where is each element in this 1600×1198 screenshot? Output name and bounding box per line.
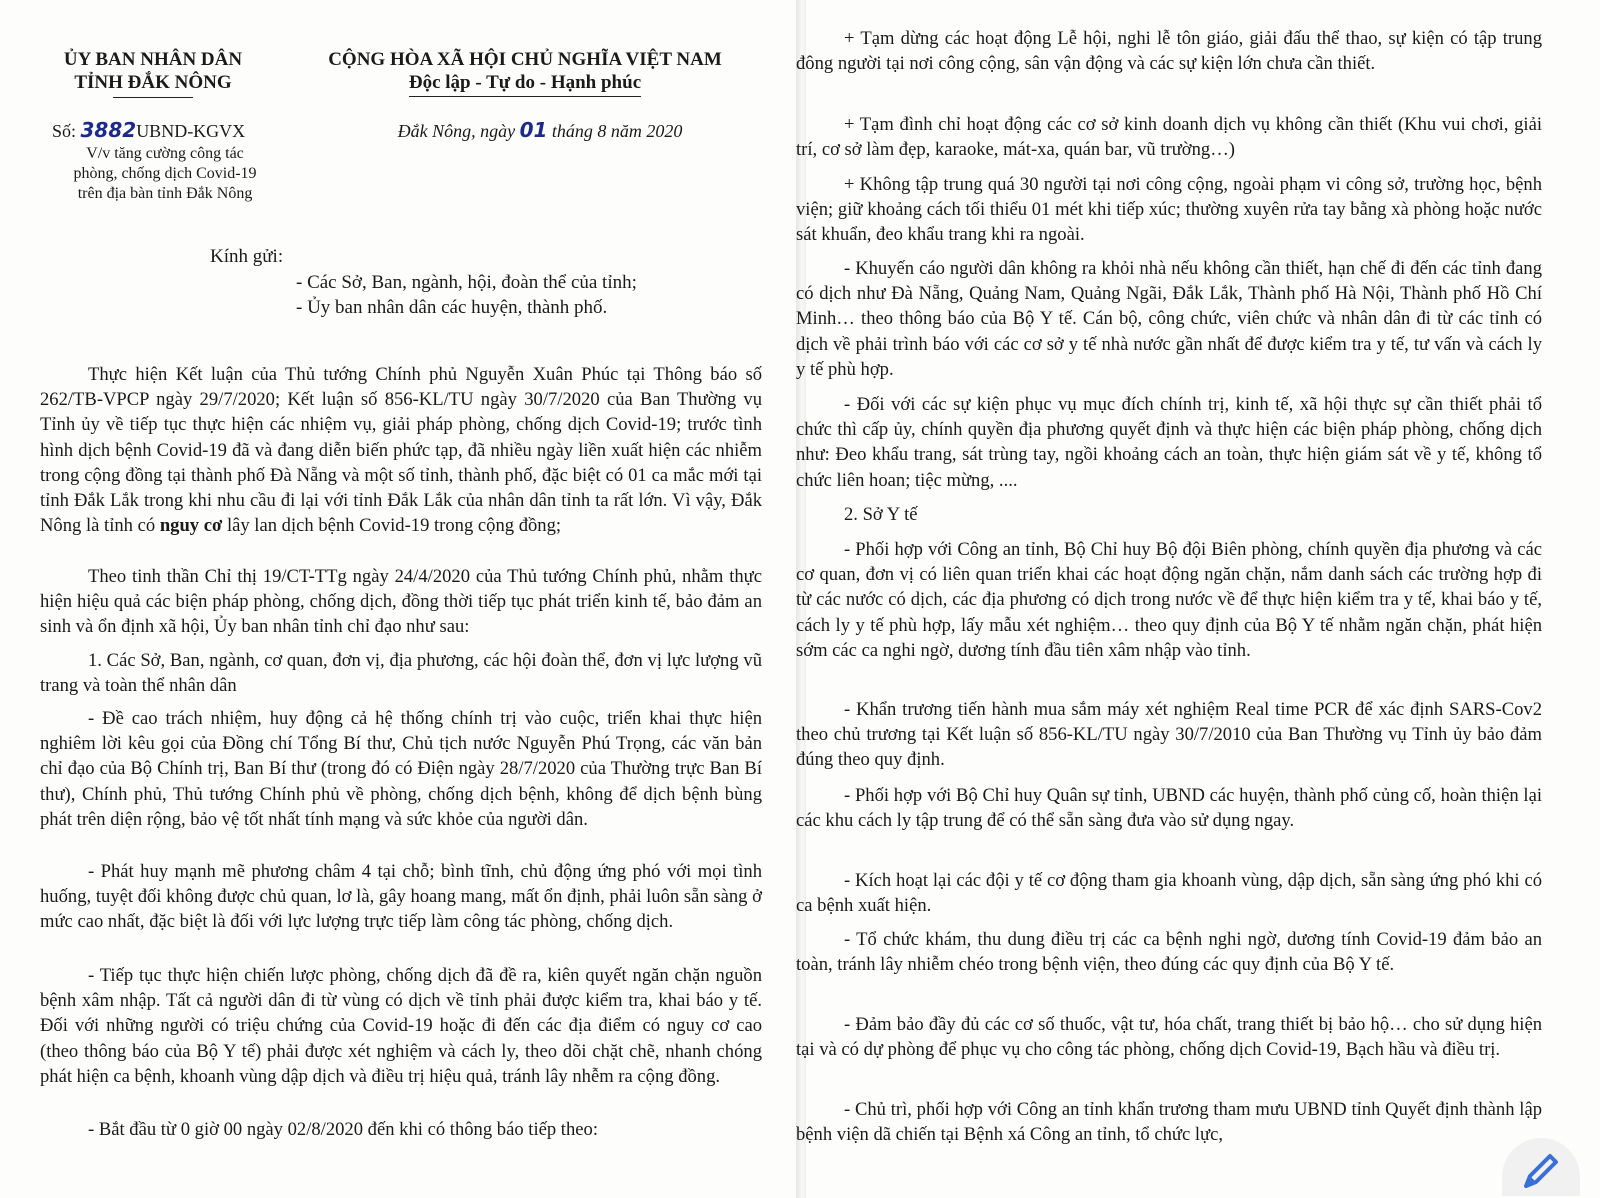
section-1-heading: 1. Các Sở, Ban, ngành, cơ quan, đơn vị, địa phương, các hội đoàn thể, đơn vị lực lượng vũ trang và toàn thể nhân dân: [40, 650, 762, 697]
paragraph-strategy: - Tiếp tục thực hiện chiến lược phòng, chống dịch đã đề ra, kiên quyết ngăn chặn nguồn bệnh xâm nhập. Tất cả người dân đi từ vùng có dịch về tỉnh phải được kiểm tra, khai báo y tế. Đối với những người có triệu chứng của Covid-19 hoặc đi đến các địa điểm có nguy cơ cao (theo thông báo của Bộ Y tế) phải được xét nghiệm và cách ly, theo dõi chặt chẽ, nhanh chóng phát hiện ca bệnh, khoanh vùng dập dịch và điều trị hiệu quả, tránh lây nhễm ra cộng đồng.: [40, 965, 762, 1087]
nation-line-1: CỘNG HÒA XÃ HỘI CHỦ NGHĨA VIỆT NAM: [328, 49, 722, 70]
intro-bold: nguy cơ: [159, 515, 223, 537]
paragraph-field-hospital: - Chủ trì, phối hợp với Công an tỉnh khẩn trương tham mưu UBND tỉnh Quyết định thành lập bệnh viện dã chiến tại Bệnh xá Công an tỉnh, tổ chức lực,: [796, 1099, 1542, 1146]
right-page: [796, 0, 1600, 1198]
paragraph-quarantine: - Phối hợp với Bộ Chỉ huy Quân sự tỉnh, UBND các huyện, thành phố củng cố, hoàn thiện lại các khu cách ly tập trung để có thể sẵn sàng đưa vào sử dụng ngay.: [796, 785, 1542, 832]
pen-glyph: [1518, 1148, 1564, 1194]
date-prefix: Đắk Nông, ngày: [397, 121, 520, 141]
subject-line-2: phòng, chống dịch Covid-19: [73, 165, 257, 182]
intro-text: Thực hiện Kết luận của Thủ tướng Chính phủ Nguyễn Xuân Phúc tại Thông báo số 262/TB-VPCP ngày 29/7/2020; Kết luận số 856-KL/TU ngày 30/7/2020 của Ban Thường vụ Tỉnh ủy về tiếp tục thực hiện các nhiệm vụ, giải pháp phòng, chống dịch Covid-19; trước tình hình dịch bệnh Covid-19 đã và đang diễn biến phức tạp, đã nhiều ngày liền xuất hiện các nhiễm trong cộng đồng tại thành phố Đà Nẵng và một số tỉnh, thành phố, đặc biệt có 01 ca mắc mới tại tỉnh Đắk Lắk trong khi nhu cầu đi lại với tỉnh Đắk Lắk của nhân dân tỉnh ta rất lớn. Vì vậy, Đắk Nông là tỉnh có: [40, 364, 762, 537]
section-2-heading: 2. Sở Y tế: [844, 504, 918, 525]
measure-suspend-services: + Tạm đình chỉ hoạt động các cơ sở kinh doanh dịch vụ không cần thiết (Khu vui chơi, giải trí, cơ sở làm đẹp, karaoke, mát-xa, quán bar, vũ trường…): [796, 114, 1542, 161]
left-page: [0, 0, 798, 1198]
document-number: [52, 118, 245, 142]
paragraph-rapid-response: - Kích hoạt lại các đội y tế cơ động tham gia khoanh vùng, dập dịch, sẵn sàng ứng phó khi có ca bệnh xuất hiện.: [796, 870, 1542, 917]
paragraph-travel-advice: - Khuyến cáo người dân không ra khỏi nhà nếu không cần thiết, hạn chế đi đến các tỉnh đang có dịch như Đà Nẵng, Quảng Nam, Quảng Ngãi, Đắk Lắk, Thành phố Hà Nội, Thành phố Hồ Chí Minh… theo thông báo của Bộ Y tế. Cán bộ, công chức, viên chức và nhân dân đi từ các tỉnh có dịch về phải trình báo với các cơ sở y tế nhà nước gần nhất để được kiểm tra y tế, tư vấn và cách ly y tế phù hợp.: [796, 258, 1542, 380]
paragraph-supplies: - Đảm bảo đầy đủ các cơ số thuốc, vật tư, hóa chất, trang thiết bị bảo hộ… cho sử dụng hiện tại và có dự phòng để phục vụ cho công tác phòng, chống dịch Covid-19, Bạch hầu và điều trị.: [796, 1014, 1542, 1061]
measure-suspend-events: + Tạm dừng các hoạt động Lễ hội, nghi lễ tôn giáo, giải đấu thể thao, sự kiện có tập trung đông người tại nơi công cộng, sân vận động và các sự kiện lớn chưa cần thiết.: [796, 28, 1542, 75]
paragraph-events: - Đối với các sự kiện phục vụ mục đích chính trị, kinh tế, xã hội thực sự cần thiết phải tổ chức thì cấp ủy, chính quyền địa phương quyết định và thực hiện các biện pháp phòng, chống dịch như: Đeo khẩu trang, sát trùng tay, ngồi khoảng cách an toàn, thực hiện giám sát về y tế, không tổ chức liên hoan; tiệc mừng, ....: [796, 394, 1542, 491]
national-heading: [300, 48, 750, 97]
date-line: [340, 118, 740, 142]
agency-line-1: ỦY BAN NHÂN DÂN: [63, 49, 243, 70]
agency-underline: [113, 97, 193, 98]
paragraph-directive: Theo tinh thần Chỉ thị 19/CT-TTg ngày 24/4/2020 của Thủ tướng Chính phủ, nhằm thực hiện hiệu quả các biện pháp phòng, chống dịch, đồng thời tiếp tục phát triển kinh tế, bảo đảm an sinh và ổn định xã hội, Ủy ban nhân tỉnh chỉ đạo như sau:: [40, 566, 762, 638]
doc-suffix: UBND-KGVX: [136, 121, 246, 141]
subject-line-3: trên địa bàn tỉnh Đắk Nông: [77, 185, 253, 202]
handwritten-doc-number: 3882: [80, 118, 137, 142]
subject-line-1: V/v tăng cường công tác: [86, 145, 244, 162]
handwritten-date-day: 01: [519, 118, 548, 142]
recipient-item: - Ủy ban nhân dân các huyện, thành phố.: [296, 297, 608, 318]
recipients-label: Kính gửi:: [210, 246, 284, 267]
recipient-item: - Các Sở, Ban, ngành, hội, đoàn thể của tỉnh;: [296, 272, 637, 293]
intro-text-end: lây lan dịch bệnh Covid-19 trong cộng đồng;: [222, 515, 562, 537]
nation-motto: Độc lập - Tự do - Hạnh phúc: [409, 71, 641, 97]
paragraph-effective-date: - Bắt đầu từ 0 giờ 00 ngày 02/8/2020 đến khi có thông báo tiếp theo:: [88, 1119, 598, 1140]
paragraph-treatment: - Tổ chức khám, thu dung điều trị các ca bệnh nghi ngờ, dương tính Covid-19 đảm bảo an toàn, tránh lây nhiễm chéo trong bệnh viện, theo đúng các quy định của Bộ Y tế.: [796, 929, 1542, 976]
paragraph-pcr-machine: - Khẩn trương tiến hành mua sắm máy xét nghiệm Real time PCR để xác định SARS-Cov2 theo chủ trương tại Kết luận số 856-KL/TU ngày 30/7/2010 của Ban Thường vụ Tỉnh ủy bảo đảm đúng theo quy định.: [796, 699, 1542, 771]
paragraph-responsibility: - Đề cao trách nhiệm, huy động cả hệ thống chính trị vào cuộc, triển khai thực hiện nghiêm lời kêu gọi của Đồng chí Tổng Bí thư, Chủ tịch nước Nguyễn Phú Trọng, các văn bản chỉ đạo của Bộ Chính trị, Ban Bí thư (trong đó có Điện ngày 28/7/2020 của Thường trực Ban Bí thư), Chính phủ, Thủ tướng Chính phủ về phòng, chống dịch bệnh, không để dịch bệnh bùng phát trên diện rộng, bảo vệ tốt nhất tính mạng và sức khỏe của người dân.: [40, 708, 762, 830]
measure-gathering-limit: + Không tập trung quá 30 người tại nơi công cộng, ngoài phạm vi công sở, trường học, bệnh viện; giữ khoảng cách tối thiểu 01 mét khi tiếp xúc; thường xuyên rửa tay bằng xà phòng hoặc nước sát khuẩn, đeo khẩu trang khi ra ngoài.: [796, 174, 1542, 246]
issuing-agency: [48, 48, 258, 98]
document-subject: [40, 144, 290, 204]
paragraph-coordination: - Phối hợp với Công an tỉnh, Bộ Chỉ huy Bộ đội Biên phòng, chính quyền địa phương và các cơ quan, đơn vị có liên quan triển khai các hoạt động ngăn chặn, nắm danh sách các trường hợp đi từ các nước có dịch, các địa phương có dịch trong nước về để thực hiện kiểm tra y tế, khai báo y tế, cách ly y tế phù hợp, lấy mẫu xét nghiệm… theo quy định của Bộ Y tế nhằm ngăn chặn, phát hiện sớm các ca nghi ngờ, dương tính đầu tiên xâm nhập vào tỉnh.: [796, 539, 1542, 661]
paragraph-four-on-site: - Phát huy mạnh mẽ phương châm 4 tại chỗ; bình tĩnh, chủ động ứng phó với mọi tình huống, tuyệt đối không được chủ quan, lơ là, gây hoang mang, mất ổn định, phải luôn sẵn sàng ở mức cao nhất, đặc biệt là đối với lực lượng trực tiếp làm công tác phòng, chống dịch.: [40, 861, 762, 933]
paragraph-intro: [40, 362, 762, 538]
doc-prefix: Số:: [52, 121, 81, 141]
agency-line-2: TỈNH ĐẮK NÔNG: [74, 72, 232, 93]
date-suffix: tháng 8 năm 2020: [547, 121, 683, 141]
